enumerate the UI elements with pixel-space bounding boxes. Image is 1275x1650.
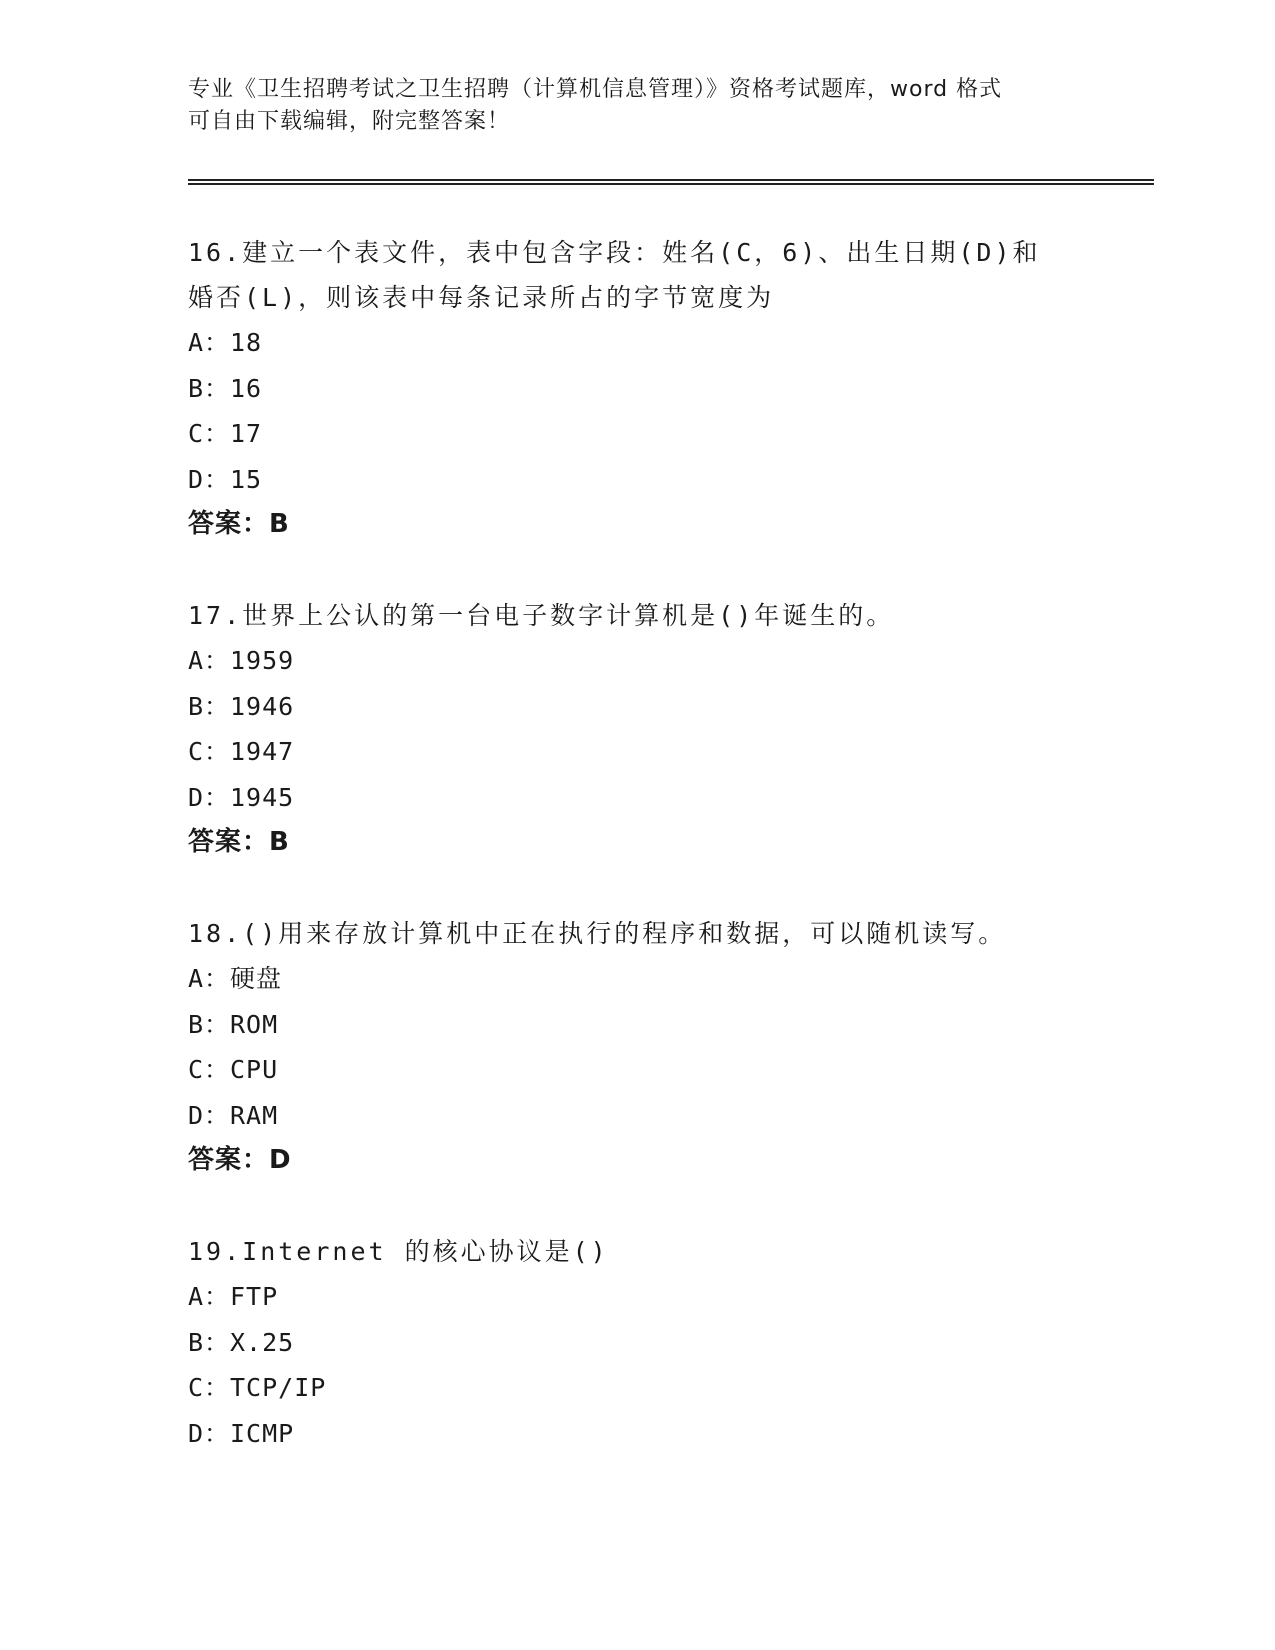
option-text: 1945 <box>230 782 295 812</box>
question-stem: 17.世界上公认的第一台电子数字计算机是()年诞生的。 <box>188 601 895 630</box>
answer-line: 答案：B <box>188 827 290 857</box>
option-letter: A： <box>188 646 231 675</box>
option-letter: D： <box>188 464 231 494</box>
option-text: ROM <box>230 1009 279 1039</box>
option-text: 1946 <box>230 691 295 721</box>
question-16 <box>188 230 1088 547</box>
option-letter: C： <box>188 1373 231 1402</box>
question-stem: 19.Internet 的核心协议是() <box>188 1237 609 1266</box>
option-a <box>188 956 1088 1002</box>
document-header <box>188 74 1088 138</box>
option-letter: B： <box>188 373 231 403</box>
option-text: 1959 <box>230 646 295 675</box>
option-d <box>188 457 1088 503</box>
option-c <box>188 411 1088 457</box>
question-19 <box>188 1229 1088 1456</box>
option-letter: C： <box>188 419 231 448</box>
option-text: 17 <box>230 419 263 448</box>
header-divider <box>188 179 1154 185</box>
option-letter: C： <box>188 737 231 766</box>
option-c <box>188 1365 1088 1411</box>
option-letter: B： <box>188 691 231 721</box>
option-text: X.25 <box>230 1327 295 1357</box>
option-text: RAM <box>230 1100 279 1130</box>
answer-line: 答案：B <box>188 509 290 539</box>
question-17 <box>188 593 1088 865</box>
option-b <box>188 1320 1088 1366</box>
option-text: TCP/IP <box>230 1373 327 1402</box>
option-b <box>188 366 1088 412</box>
option-letter: A： <box>188 328 231 357</box>
answer-line: 答案：D <box>188 1145 292 1175</box>
question-stem: 16.建立一个表文件，表中包含字段：姓名(C，6)、出生日期(D)和婚否(L)，则该表中每条记录所占的字节宽度为 <box>188 238 1041 312</box>
option-d <box>188 775 1088 821</box>
option-c <box>188 729 1088 775</box>
option-a <box>188 638 1088 684</box>
option-d <box>188 1093 1088 1139</box>
option-b <box>188 1002 1088 1048</box>
option-letter: D： <box>188 1418 231 1448</box>
option-text: 16 <box>230 373 263 403</box>
option-letter: C： <box>188 1055 231 1084</box>
header-line-2: 可自由下载编辑，附完整答案！ <box>188 109 511 134</box>
option-b <box>188 684 1088 730</box>
option-text: 硬盘 <box>230 964 283 993</box>
option-letter: B： <box>188 1009 231 1039</box>
option-text: 18 <box>230 328 263 357</box>
option-letter: A： <box>188 1282 231 1311</box>
option-a <box>188 1274 1088 1320</box>
option-text: 15 <box>230 464 263 494</box>
option-a <box>188 320 1088 366</box>
option-letter: D： <box>188 1100 231 1130</box>
option-letter: B： <box>188 1327 231 1357</box>
option-text: FTP <box>230 1282 279 1311</box>
option-text: ICMP <box>230 1418 295 1448</box>
option-text: CPU <box>230 1055 279 1084</box>
option-d <box>188 1411 1088 1457</box>
question-18 <box>188 911 1088 1183</box>
question-stem: 18.()用来存放计算机中正在执行的程序和数据，可以随机读写。 <box>188 919 1007 948</box>
header-line-1: 专业《卫生招聘考试之卫生招聘（计算机信息管理）》资格考试题库，word 格式 <box>188 77 1003 102</box>
option-c <box>188 1047 1088 1093</box>
option-text: 1947 <box>230 737 295 766</box>
option-letter: D： <box>188 782 231 812</box>
option-letter: A： <box>188 964 231 993</box>
